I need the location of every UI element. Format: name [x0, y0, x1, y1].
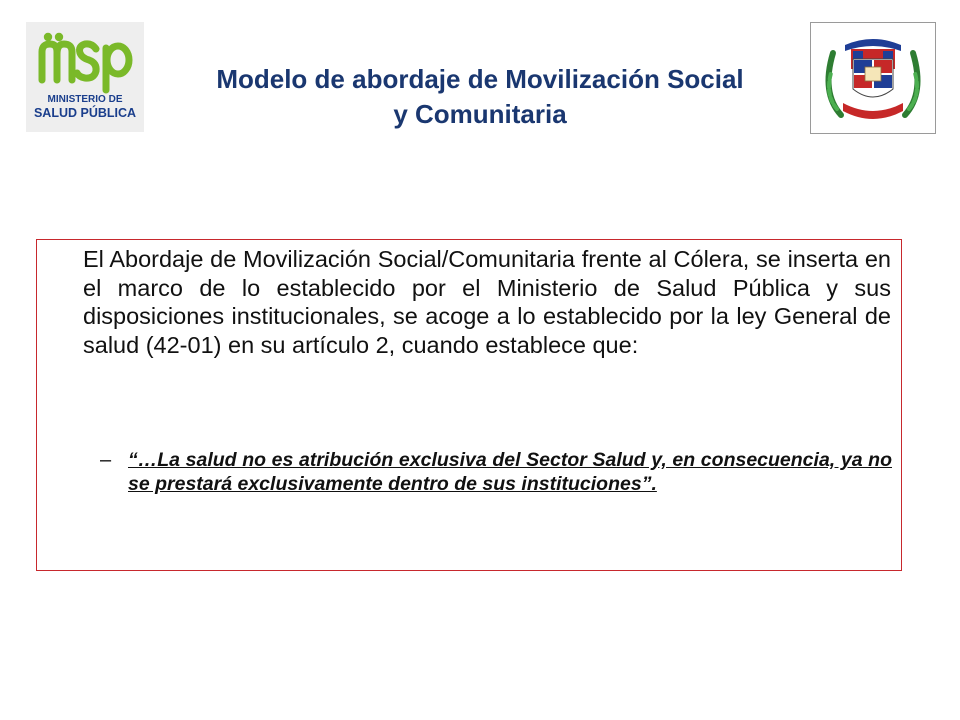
page-title — [140, 62, 820, 132]
coat-of-arms-icon — [811, 23, 935, 133]
content-box — [36, 239, 902, 571]
title-line-2: y Comunitaria — [393, 99, 567, 129]
title-line-1: Modelo de abordaje de Movilización Social — [216, 64, 744, 94]
bullet-dash: – — [100, 449, 112, 471]
logo-health-line: SALUD PÚBLICA — [33, 106, 137, 120]
law-quote: “…La salud no es atribución exclusiva del Sector Salud y, en consecuencia, ya no se prestará exclusivamente dentro de sus instituciones”. — [128, 449, 892, 495]
msp-logo-mark-icon — [26, 22, 144, 94]
logo-ministry-line: MINISTERIO DE — [47, 94, 123, 105]
msp-logo — [26, 22, 144, 132]
body-paragraph: El Abordaje de Movilización Social/Comunitaria frente al Cólera, se inserta en el marco de lo establecido por el Ministerio de Salud Pública y sus disposiciones institucionales, se acoge a lo establecido por la ley General de salud (42-01) en su artículo 2, cuando establece que: — [83, 246, 891, 358]
coat-of-arms — [810, 22, 936, 134]
